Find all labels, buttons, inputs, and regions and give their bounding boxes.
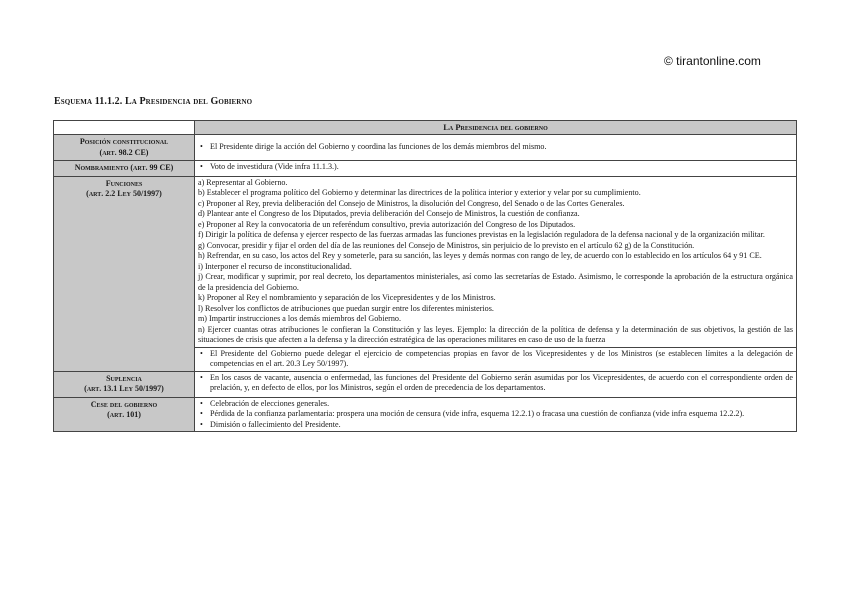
label-line: (art. 101) xyxy=(107,410,141,419)
function-item: m) Impartir instrucciones a los demás miembros del Gobierno. xyxy=(198,314,401,323)
function-item: b) Establecer el programa político del Gobierno y determinar las directrices de la política interior y exterior y velar por su cumplimiento. xyxy=(198,188,641,197)
function-item: k) Proponer al Rey el nombramiento y separación de los Vicepresidentes y de los Ministros. xyxy=(198,293,496,302)
label-line: Funciones xyxy=(105,178,143,188)
table-header: La Presidencia del gobierno xyxy=(195,121,797,135)
label-line: (art. 98.2 CE) xyxy=(99,147,149,157)
row-label xyxy=(54,135,195,161)
label-line: Cese del gobierno xyxy=(90,399,158,409)
label-line: (art. 13.1 Ley 50/1997) xyxy=(84,384,164,393)
function-item: n) Ejercer cuantas otras atribuciones le confieran la Constitución y las leyes. Ejemplo: la dirección de la política de defensa y la determinación de sus objetivos, la gestión de las situaciones de crisis que afecten a la defensa y la dirección estratégica de las operaciones militares en caso de uso de la fuerza xyxy=(198,324,793,344)
function-item: d) Plantear ante el Congreso de los Diputados, previa deliberación del Consejo de Ministros, la cuestión de confianza. xyxy=(198,209,580,218)
bullet-item: • El Presidente del Gobierno puede delegar el ejercicio de competencias propias en favor de los Vicepresidentes y de los Ministros (se establecen límites a la delegación de competencias en el art. 20.3 Ley 50/1997). xyxy=(210,349,793,370)
label-line: Suplencia xyxy=(106,373,142,383)
label-line: Posición constitucional xyxy=(79,137,169,146)
function-item: j) Crear, modificar y suprimir, por real decreto, los departamentos ministeriales, así como las secretarías de Estado. Asimismo, le corresponde la aprobación de la estructura orgánica de la presidencia del Gobierno. xyxy=(198,272,793,292)
copyright-watermark: © tirantonline.com xyxy=(664,54,761,68)
bullet-item: • Dimisión o fallecimiento del Presidente. xyxy=(210,420,793,431)
row-content xyxy=(195,176,797,347)
row-label xyxy=(54,176,195,371)
row-posicion xyxy=(54,135,797,161)
header-blank-cell xyxy=(54,121,195,135)
label-line: (art. 2.2 Ley 50/1997) xyxy=(86,189,162,198)
bullet-item: • Voto de investidura (Vide infra 11.1.3.). xyxy=(210,162,793,173)
function-item: i) Interponer el recurso de inconstitucionalidad. xyxy=(198,261,352,271)
row-content xyxy=(195,347,797,371)
bullet-item: • En los casos de vacante, ausencia o enfermedad, las funciones del Presidente del Gobierno serán asumidas por los Vicepresidentes, de acuerdo con el correspondiente orden de prelación, y, en defecto de ellos, por los Ministros, según el orden de precedencia de los departamentos. xyxy=(210,373,793,394)
function-item: l) Resolver los conflictos de atribuciones que puedan surgir entre los diferentes ministerios. xyxy=(198,303,494,313)
function-item: e) Proponer al Rey la convocatoria de un referéndum consultivo, previa autorización del Congreso de los Diputados. xyxy=(198,219,576,229)
row-cese xyxy=(54,397,797,432)
scheme-table xyxy=(53,120,797,432)
row-nombramiento xyxy=(54,161,797,177)
function-item: c) Proponer al Rey, previa deliberación del Consejo de Ministros, la disolución del Congreso, del Senado o de las Cortes Generales. xyxy=(198,198,625,208)
row-label xyxy=(54,371,195,397)
row-content xyxy=(195,371,797,397)
bullet-item: • Pérdida de la confianza parlamentaria: prospera una moción de censura (vide infra, esquema 12.2.1) o fracasa una cuestión de confianza (vide infra esquema 12.2.2). xyxy=(210,409,793,420)
row-funciones xyxy=(54,176,797,347)
row-content xyxy=(195,135,797,161)
row-content xyxy=(195,397,797,432)
function-item: h) Refrendar, en su caso, los actos del Rey y someterle, para su sanción, las leyes y demás normas con rango de ley, de acuerdo con lo establecido en los artículos 64 y 91 CE. xyxy=(198,251,762,260)
row-label xyxy=(54,161,195,177)
table-header-row xyxy=(54,121,797,135)
scheme-title: Esquema 11.1.2. La Presidencia del Gobierno xyxy=(54,96,253,107)
row-suplencia xyxy=(54,371,797,397)
row-content xyxy=(195,161,797,177)
bullet-item: • El Presidente dirige la acción del Gobierno y coordina las funciones de los demás miembros del mismo. xyxy=(210,142,793,153)
function-item: g) Convocar, presidir y fijar el orden del día de las reuniones del Consejo de Ministros, sin perjuicio de lo previsto en el artículo 62 g) de la Constitución. xyxy=(198,240,695,250)
function-item: f) Dirigir la política de defensa y ejercer respecto de las fuerzas armadas las funciones previstas en la legislación reguladora de la defensa nacional y de la organización militar. xyxy=(198,230,765,239)
label-line: Nombramiento (art. 99 CE) xyxy=(74,163,174,172)
bullet-item: • Celebración de elecciones generales. xyxy=(210,399,793,410)
row-label xyxy=(54,397,195,432)
function-item: a) Representar al Gobierno. xyxy=(198,177,288,187)
